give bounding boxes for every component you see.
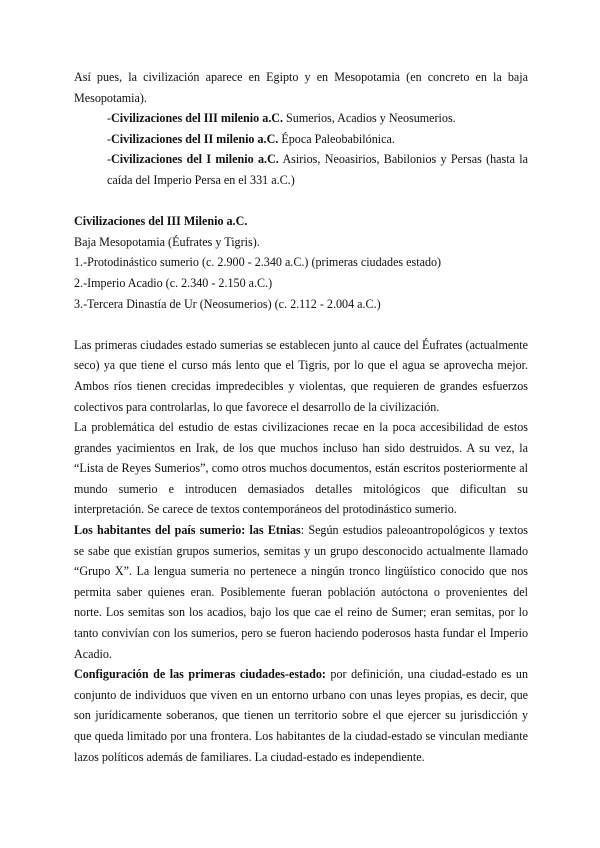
paragraph-city-states-text: por definición, una ciudad-estado es un conjunto de individuos que viven en un entorno urbano con unas leyes propias, es decir, que son jurídicamente soberanos, que tienen un territorio sobre el que ejercer su jurisdicción y que queda limitado por una frontera. Los habitantes de la ciudad-estado se vinculan mediante lazos políticos además de familiares. La ciudad-estado es independiente. bbox=[74, 667, 529, 764]
paragraph-problematic: La problemática del estudio de estas civilizaciones recae en la poca accesibilidad de estos grandes yacimientos en Irak, de los que muchos incluso han sido destruidos. A su vez, la “Lista de Reyes Sumerios”, como otros muchos documentos, están escritos posteriormente al mundo sumerio e introducen demasiados detalles mitológicos que dificultan su interpretación. Se carece de textos contemporáneos del protodinástico sumerio. bbox=[74, 420, 528, 517]
list-item-label: Civilizaciones del III milenio a.C. bbox=[111, 111, 284, 126]
paragraph-rivers: Las primeras ciudades estado sumerias se establecen junto al cauce del Éufrates (actualmente seco) ya que tiene el curso más lento que el Tigris, por lo que el agua se aprovecha mejor. Ambos ríos tienen crecidas impredecibles y violentas, que requieren de grandes esfuerzos colectivos para controlarlas, lo que favorece el desarrollo de la civilización. bbox=[74, 337, 528, 414]
list-item bbox=[107, 149, 528, 190]
milenios-list bbox=[74, 108, 528, 190]
list-dash: - bbox=[107, 131, 112, 146]
list-item-label: Civilizaciones del II milenio a.C. bbox=[111, 131, 279, 146]
section-title-text: Civilizaciones del III Milenio a.C. bbox=[74, 214, 248, 229]
list-dash: - bbox=[107, 111, 112, 126]
list-dash: - bbox=[107, 152, 112, 167]
list-item bbox=[107, 108, 528, 129]
period-item: 2.-Imperio Acadio (c. 2.340 - 2.150 a.C.) bbox=[74, 275, 273, 290]
list-item-label: Civilizaciones del I milenio a.C. bbox=[111, 152, 279, 167]
period-item: 1.-Protodinástico sumerio (c. 2.900 - 2.340 a.C.) (primeras ciudades estado) bbox=[74, 255, 442, 270]
paragraph-ethnicities-text: : Según estudios paleoantropológicos y textos se sabe que existían grupos sumerios, semitas y un grupo desconocido actualmente llamado “Grupo X”. La lengua sumeria no pertenece a ningún tronco lingüístico conocido que nos permita saber quienes eran. Posiblemente fueran población autóctona o provenientes del norte. Los semitas son los acadios, bajo los que cae el reino de Sumer; eran semitas, por lo tanto convivían con los sumerios, pero se fueron haciendo poderosos hasta fundar el Imperio Acadio. bbox=[74, 523, 528, 661]
paragraph-ethnicities bbox=[74, 520, 528, 664]
list-item bbox=[107, 129, 528, 150]
period-item: 3.-Tercera Dinastía de Ur (Neosumerios) (c. 2.112 - 2.004 a.C.) bbox=[74, 296, 381, 311]
intro-paragraph: Así pues, la civilización aparece en Egipto y en Mesopotamia (en concreto en la baja Mesopotamia). bbox=[74, 70, 528, 105]
list-item-text: Época Paleobabilónica. bbox=[278, 131, 395, 146]
section-subtitle: Baja Mesopotamia (Éufrates y Tigris). bbox=[74, 234, 260, 249]
spacer bbox=[74, 191, 528, 212]
list-item-text: Sumerios, Acadios y Neosumerios. bbox=[283, 111, 456, 126]
spacer bbox=[74, 314, 528, 335]
list-item-text: Asirios, Neoasirios, Babilonios y Persas (hasta la caída del Imperio Persa en el 331 a.C.) bbox=[107, 152, 529, 187]
paragraph-city-states-title: Configuración de las primeras ciudades-estado: bbox=[74, 667, 326, 682]
paragraph-ethnicities-title: Los habitantes del país sumerio: las Etnias bbox=[74, 523, 301, 538]
section-title bbox=[74, 211, 528, 232]
paragraph-city-states bbox=[74, 664, 528, 767]
